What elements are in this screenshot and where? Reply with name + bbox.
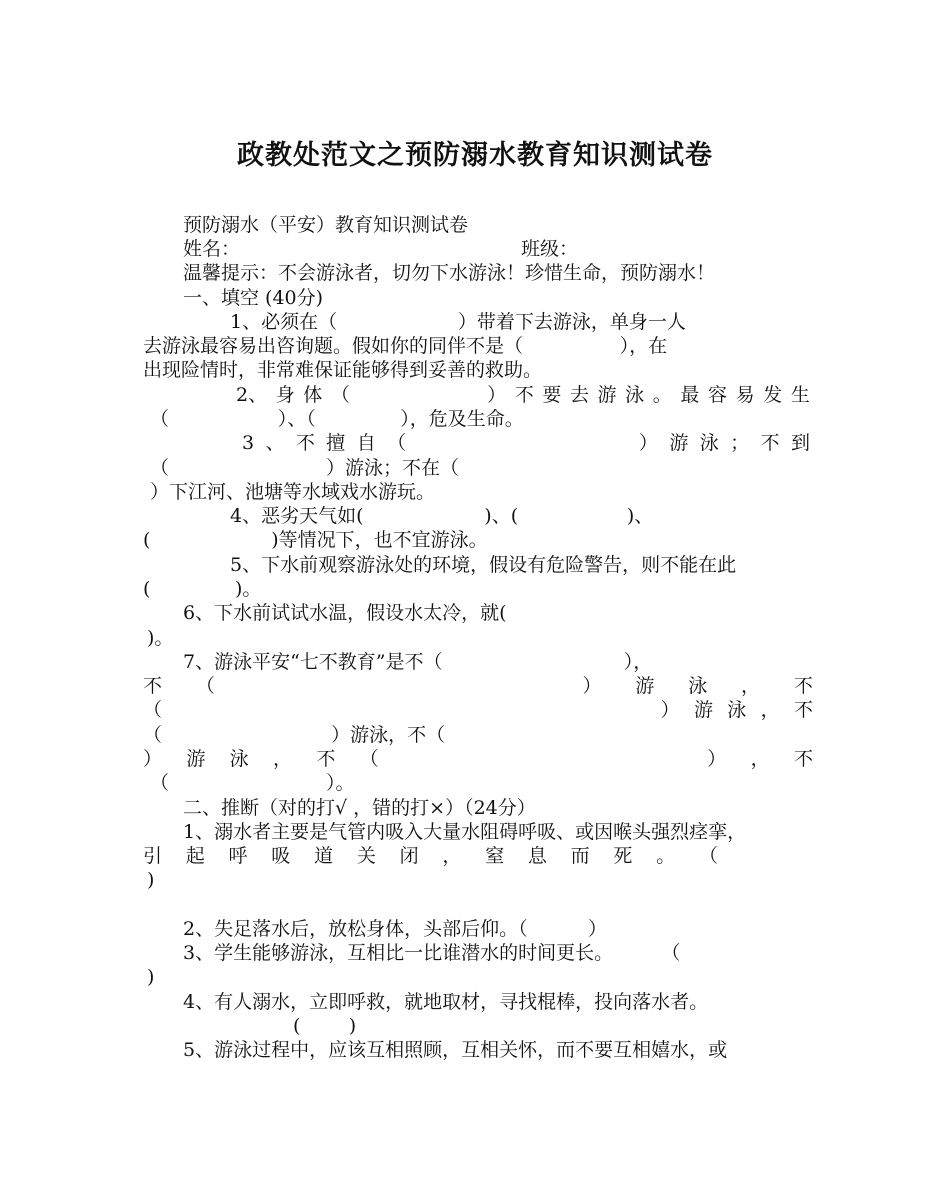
section-judge-heading: 二、推断（对的打√ ，错的打×）（24分） bbox=[183, 797, 536, 819]
q7-line5 bbox=[143, 747, 813, 771]
q7-w: ， bbox=[760, 699, 780, 721]
q7-line1: 7、游泳平安“七不教育”是不（ ）， bbox=[183, 651, 653, 673]
q2-w: 最 bbox=[680, 384, 700, 406]
q2-w: 容 bbox=[707, 384, 727, 406]
q5-line1: 5、下水前观察游泳处的环境，假设有危险警告，则不能在此 bbox=[230, 554, 737, 576]
q1-line1: 1、必须在（ ）带着下去游泳，单身一人 bbox=[230, 311, 686, 333]
q4-line1: 4、恶劣天气如( )、( )、 bbox=[230, 505, 654, 527]
q7-w: 游 bbox=[693, 699, 713, 721]
tip-text: 温馨提示：不会游泳者，切勿下水游泳！珍惜生命，预防溺水！ bbox=[183, 262, 716, 284]
q5-line2: ( )。 bbox=[143, 578, 262, 600]
q2-w: 体 bbox=[303, 384, 323, 406]
q3-w: （ bbox=[387, 432, 407, 454]
q3-w: ） bbox=[638, 432, 658, 454]
j1-w: 道 bbox=[314, 845, 334, 867]
q7-w: （ bbox=[143, 699, 163, 721]
q2-w: 游 bbox=[597, 384, 617, 406]
name-label: 姓名： bbox=[183, 238, 241, 260]
q3-line3: ）下江河、池塘等水域戏水游玩。 bbox=[150, 481, 436, 503]
q7-w: ） bbox=[707, 748, 727, 770]
j5-line: 5、游泳过程中，应该互相照顾，互相关怀，而不要互相嬉水，或 bbox=[183, 1039, 728, 1061]
q4-line2: ( )等情况下，也不宜游泳。 bbox=[143, 529, 488, 551]
j1-line1: 1、溺水者主要是气管内吸入大量水阻碍呼吸、或因喉头强烈痉挛， bbox=[183, 821, 747, 843]
q7-w: （ bbox=[195, 675, 215, 697]
q3-w: 不 bbox=[760, 432, 780, 454]
q2-w: 身 bbox=[275, 384, 295, 406]
q1-line2: 去游泳最容易出咨询题。假如你的同伴不是（ ），在 bbox=[143, 335, 668, 357]
q2-w: 2、 bbox=[236, 384, 268, 406]
q6-line1: 6、下水前试试水温，假设水太冷，就( bbox=[183, 602, 507, 624]
q7-w: 泳 bbox=[229, 748, 249, 770]
q7-w: 不 bbox=[793, 699, 813, 721]
q3-w: 到 bbox=[790, 432, 810, 454]
q7-w: 不 bbox=[143, 675, 163, 697]
q3-w: ； bbox=[730, 432, 750, 454]
q2-w: 泳 bbox=[625, 384, 645, 406]
q3-w: 擅 bbox=[326, 432, 346, 454]
q7-w: 泳 bbox=[688, 675, 708, 697]
q7-w: 不 bbox=[793, 675, 813, 697]
q7-w: 不 bbox=[316, 748, 336, 770]
j1-w: 吸 bbox=[271, 845, 291, 867]
j4-line2: ( ) bbox=[293, 1015, 357, 1037]
q6-line2: )。 bbox=[147, 627, 174, 649]
document-title: 政教处范文之预防溺水教育知识测试卷 bbox=[237, 140, 713, 171]
q7-w: 游 bbox=[635, 675, 655, 697]
q3-w: 游 bbox=[669, 432, 689, 454]
q3-w: 、 bbox=[265, 432, 285, 454]
subtitle: 预防溺水（平安）教育知识测试卷 bbox=[183, 214, 469, 236]
q7-w: ， bbox=[272, 748, 292, 770]
q1-line3: 出现险情时，非常难保证能够得到妥善的救助。 bbox=[143, 359, 543, 381]
j1-w: 关 bbox=[356, 845, 376, 867]
q2-w: 去 bbox=[569, 384, 589, 406]
j3-line1: 3、学生能够游泳，互相比一比谁潜水的时间更长。 （ bbox=[183, 942, 681, 964]
j1-w: 起 bbox=[185, 845, 205, 867]
j1-w: 呼 bbox=[228, 845, 248, 867]
q7-w: （ bbox=[359, 748, 379, 770]
q7-w: ， bbox=[741, 675, 761, 697]
q7-line6: （ ）。 bbox=[150, 772, 355, 794]
q3-line2: （ ）游泳；不在（ bbox=[150, 457, 460, 479]
j1-line3: ) bbox=[147, 869, 155, 891]
q2-line2: （ ）、（ ），危及生命。 bbox=[150, 408, 524, 430]
q2-w: 易 bbox=[735, 384, 755, 406]
q3-line1 bbox=[242, 431, 810, 455]
q7-line2 bbox=[143, 674, 813, 698]
q7-line4: （ ）游泳，不（ bbox=[143, 724, 446, 746]
q7-w: ） bbox=[660, 699, 680, 721]
j1-w: 引 bbox=[143, 845, 163, 867]
j1-w: ， bbox=[442, 845, 462, 867]
j1-w: 而 bbox=[570, 845, 590, 867]
j1-w: 闭 bbox=[399, 845, 419, 867]
q2-w: ） bbox=[487, 384, 507, 406]
q2-w: （ bbox=[330, 384, 350, 406]
q3-w: 自 bbox=[356, 432, 376, 454]
q2-w: 不 bbox=[514, 384, 534, 406]
q7-w: 泳 bbox=[727, 699, 747, 721]
j1-w: 。 bbox=[656, 845, 676, 867]
q7-w: 游 bbox=[186, 748, 206, 770]
j1-w: 息 bbox=[527, 845, 547, 867]
q3-w: 不 bbox=[295, 432, 315, 454]
q7-w: ， bbox=[750, 748, 770, 770]
q2-w: 发 bbox=[763, 384, 783, 406]
j1-w: 窒 bbox=[485, 845, 505, 867]
q2-w: 生 bbox=[790, 384, 810, 406]
q2-line1 bbox=[236, 383, 810, 407]
q2-w: 要 bbox=[542, 384, 562, 406]
q2-w: 。 bbox=[652, 384, 672, 406]
j4-line1: 4、有人溺水，立即呼救，就地取材，寻找棍棒，投向落水者。 bbox=[183, 991, 709, 1013]
class-label: 班级： bbox=[521, 238, 579, 260]
q7-line3 bbox=[143, 698, 813, 722]
j1-line2 bbox=[143, 844, 718, 868]
j1-w: 死 bbox=[613, 845, 633, 867]
j1-w: （ bbox=[698, 845, 718, 867]
q7-w: ） bbox=[582, 675, 602, 697]
q3-w: 泳 bbox=[699, 432, 719, 454]
j3-line2: ) bbox=[147, 966, 155, 988]
j2-line: 2、失足落水后，放松身体，头部后仰。（ ） bbox=[183, 918, 607, 940]
q7-w: ） bbox=[143, 748, 163, 770]
q7-w: 不 bbox=[793, 748, 813, 770]
q3-w: 3 bbox=[242, 432, 255, 454]
section-fill-in-heading: 一、填空 (40分) bbox=[183, 287, 324, 309]
